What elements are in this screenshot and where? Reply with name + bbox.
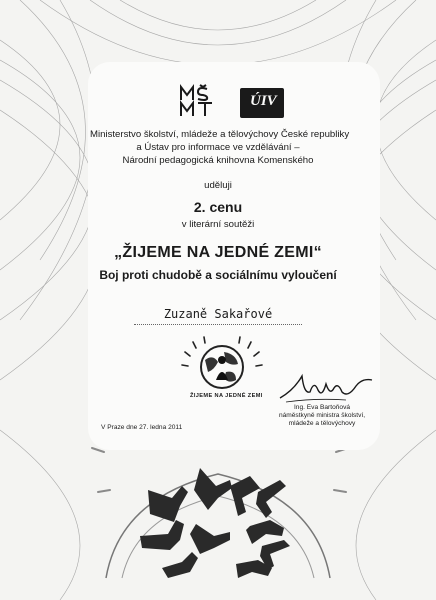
contest-text: v literární soutěži: [181, 219, 255, 230]
contest-subtitle: Boj proti chudobě a sociálnímu vyloučení: [99, 268, 337, 282]
signer-block: [264, 404, 380, 428]
uiv-logo: ÚIV: [240, 88, 284, 118]
signer-name: Ing. Eva Bartoňová: [293, 404, 351, 411]
recipient-underline: [134, 324, 302, 325]
issuer-line: a Ústav pro informace ve vzdělávání –: [136, 142, 300, 153]
prize-title: 2. cenu: [193, 199, 243, 215]
recipient-name: Zuzaně Sakařové: [163, 307, 273, 321]
hands-icon: [100, 428, 336, 600]
issuer-line: Národní pedagogická knihovna Komenského: [122, 155, 314, 166]
issuer-line: Ministerstvo školství, mládeže a tělovýchovy České republiky: [90, 129, 350, 140]
signer-role: mládeže a tělovýchovy: [288, 420, 356, 427]
contest-title: „ŽIJEME NA JEDNÉ ZEMI“: [114, 244, 322, 261]
issuer-block: [90, 128, 350, 167]
signature: [276, 368, 376, 408]
logo-row: [0, 84, 436, 120]
awards-text: uděluji: [204, 180, 232, 191]
place-date: V Praze dne 27. ledna 2011: [101, 424, 183, 431]
msmt-logo: [178, 84, 230, 118]
signer-role: náměstkyně ministra školství,: [278, 412, 366, 419]
emblem-text: ŽIJEME NA JEDNÉ ZEMI: [190, 393, 263, 399]
